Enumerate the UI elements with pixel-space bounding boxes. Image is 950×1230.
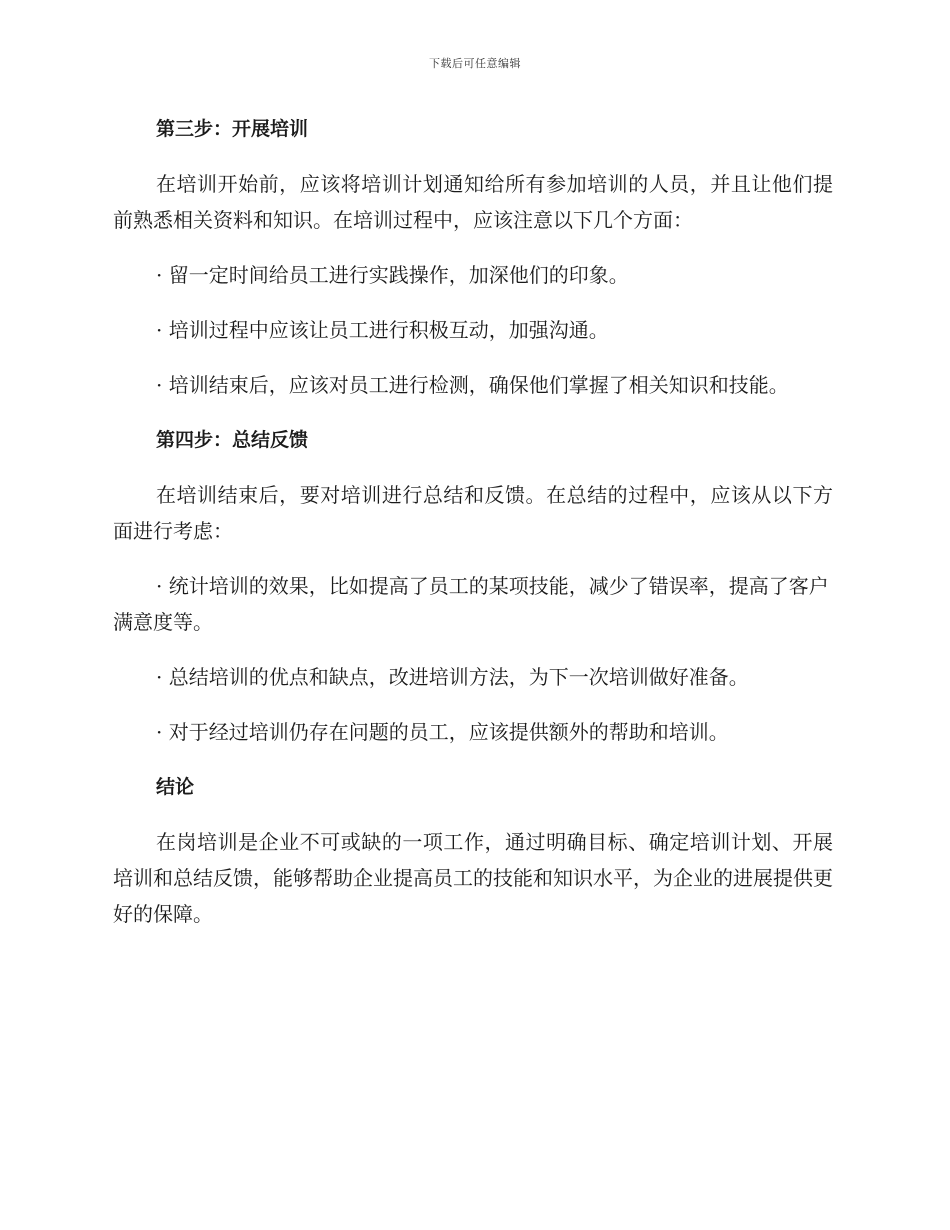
step4-bullet-3: · 对于经过培训仍存在问题的员工，应该提供额外的帮助和培训。 — [156, 720, 729, 744]
step4-heading: 第四步：总结反馈 — [156, 429, 309, 451]
step3-bullet-3: · 培训结束后，应该对员工进行检测，确保他们掌握了相关知识和技能。 — [156, 373, 789, 397]
step4-bullet-1: · 统计培训的效果，比如提高了员工的某项技能，减少了错误率，提高了客户满意度等。 — [113, 574, 829, 634]
step3-intro: 在培训开始前，应该将培训计划通知给所有参加培训的人员，并且让他们提前熟悉相关资料和知识。在培训过程中，应该注意以下几个方面： — [113, 172, 833, 232]
step3-bullet-1: · 留一定时间给员工进行实践操作，加深他们的印象。 — [156, 263, 629, 287]
step3-heading: 第三步：开展培训 — [156, 118, 309, 140]
document-body — [113, 105, 833, 951]
step4-bullet-2: · 总结培训的优点和缺点，改进培训方法，为下一次培训做好准备。 — [156, 665, 749, 689]
conclusion-heading: 结论 — [156, 776, 195, 798]
step4-intro: 在培训结束后，要对培训进行总结和反馈。在总结的过程中，应该从以下方面进行考虑： — [113, 483, 833, 543]
page-header: 下载后可任意编辑 — [429, 57, 521, 70]
conclusion-body: 在岗培训是企业不可或缺的一项工作，通过明确目标、确定培训计划、开展培训和总结反馈，能够帮助企业提高员工的技能和知识水平，为企业的进展提供更好的保障。 — [113, 830, 833, 926]
step3-bullet-2: · 培训过程中应该让员工进行积极互动，加强沟通。 — [156, 318, 609, 342]
